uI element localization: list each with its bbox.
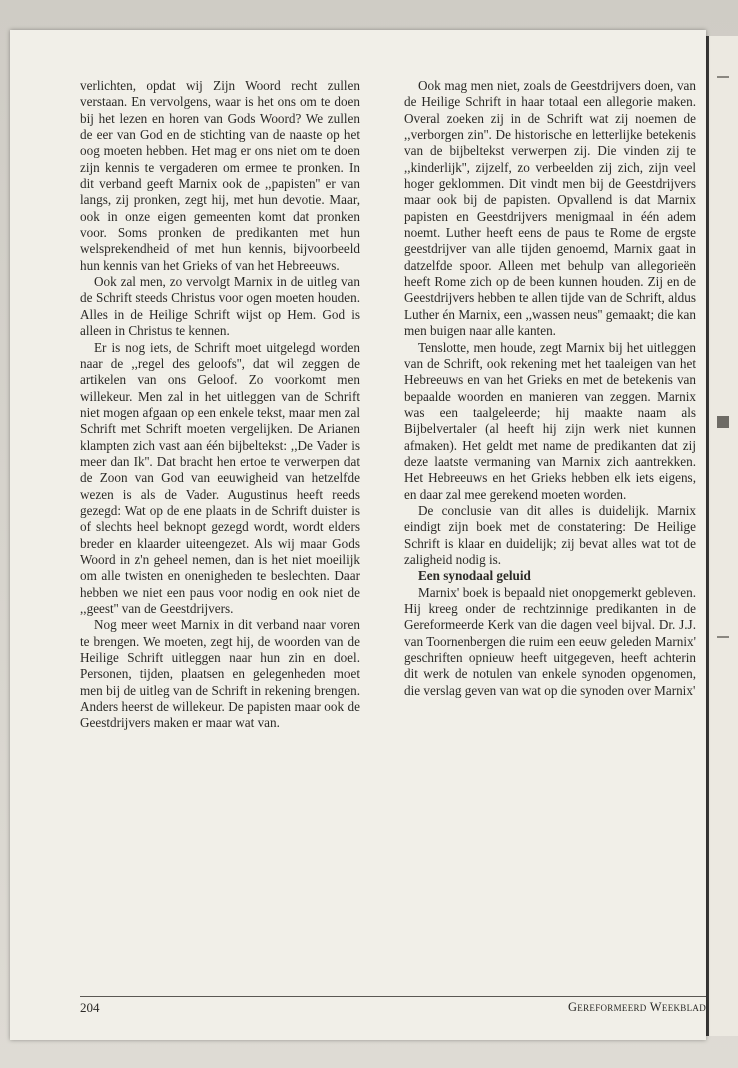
edge-mark	[717, 76, 729, 78]
footer-rule	[80, 996, 706, 997]
paragraph: Tenslotte, men houde, zegt Marnix bij het uitleggen van de Schrift, ook rekening met het taaleigen van het Hebreeuws en van het Grieks en met de betekenis van bepaalde woorden en manieren van zeggen. Marnix was een taalgeleerde; hij maakte naam als Bijbelvertaler (al heeft hij zijn werk niet kunnen afmaken). Het geldt met name de predikanten dat zij deze laatste vermaning van Marnix zich aantrekken. Het Hebreeuws en het Grieks hebben elk iets eigens, en daar zal mee gerekend moeten worden.	[404, 339, 696, 502]
left-column	[80, 78, 360, 732]
paragraph: Marnix' boek is bepaald niet onopgemerkt gebleven. Hij kreeg onder de rechtzinnige predikanten in de Gereformeerde Kerk van die dagen veel bijval. Dr. J.J. van Toornenbergen die ruim een eeuw geleden Marnix' geschriften opnieuw heeft uitgegeven, heeft achterin dit werk de notulen van enkele synoden opgenomen, die verslag geven van wat op die synoden over Marnix'	[404, 584, 696, 698]
next-page-edge	[706, 36, 738, 1036]
paragraph: De conclusie van dit alles is duidelijk. Marnix eindigt zijn boek met de constatering: De Heilige Schrift is klaar en duidelijk; zij bevat alles wat tot de zaligheid nodig is.	[404, 502, 696, 567]
section-heading: Een synodaal geluid	[418, 568, 531, 584]
page-number: 204	[80, 1000, 100, 1015]
paragraph: Ook zal men, zo vervolgt Marnix in de uitleg van de Schrift steeds Christus voor ogen moeten houden. Alles in de Heilige Schrift wijst op Hem. God is alleen in Christus te kennen.	[80, 274, 360, 339]
paragraph: Er is nog iets, de Schrift moet uitgelegd worden naar de ,,regel des geloofs'', dat wil zeggen de artikelen van ons Geloof. Zo voorkomt men willekeur. Men zal in het uitleggen van de Schrift niet mogen afgaan op een enkele tekst, maar men zal Schrift met Schrift moeten vergelijken. De Arianen klampten zich vast aan één bijbeltekst: ,,De Vader is meer dan Ik''. Dat bracht hen ertoe te verwerpen dat de Zoon van God van eeuwigheid van hetzelfde wezen is als de Vader. Augustinus heeft reeds gezegd: Wat op de ene plaats in de Schrift duister is of slechts heel beknopt gezegd wordt, wordt elders breder en klaarder uiteengezet. Als wij maar Gods Woord in z'n geheel nemen, dan is het niet moeilijk om alle twisten en onenigheden te beslechten. Daar hebben we niet een paus voor nodig en ook niet de ,,geest'' van de Geestdrijvers.	[80, 339, 360, 616]
edge-mark	[717, 636, 729, 638]
edge-mark	[717, 416, 729, 428]
paragraph: Nog meer weet Marnix in dit verband naar voren te brengen. We moeten, zegt hij, de woorden van de Heilige Schrift uitleggen naar hun zin en doel. Personen, tijden, plaatsen en gelegenheden moet men bij de uitleg van de Schrift in rekening brengen. Anders heerst de willekeur. De papisten maar ook de Geestdrijvers maken er maar wat van.	[80, 617, 360, 731]
journal-page	[10, 30, 706, 1040]
paragraph: Ook mag men niet, zoals de Geestdrijvers doen, van de Heilige Schrift in haar totaal een allegorie maken. Overal zoeken zij in de Schrift wat zij noemen de ,,verborgen zin''. De historische en letterlijke betekenis van de bijbeltekst verwerpen zij. Die vinden zij te ,,kinderlijk'', zijzelf, zo verbeelden zij zich, zijn veel hoger geklommen. Dit vindt men bij de Geestdrijvers maar ook bij de papisten. Opvallend is dat Marnix papisten en Geestdrijvers menigmaal in één adem noemt. Luther heeft eens de paus te Rome de ergste geestdrijver van alle tijden genoemd, Marnix gaat in datzelfde spoor. Alleen met behulp van allegorieën heeft Rome zich op de been kunnen houden. Zij en de Geestdrijvers hebben te allen tijde van de Schrift, aldus Luther én Marnix, een ,,wassen neus'' gemaakt; die kan men buigen naar alle kanten.	[404, 78, 696, 339]
publication-name: Gereformeerd Weekblad	[567, 1000, 706, 1014]
right-column	[404, 78, 696, 699]
paragraph: verlichten, opdat wij Zijn Woord recht zullen verstaan. En vervolgens, waar is het ons om te doen bij het lezen en horen van Gods Woord? We zullen de eer van God en de stichting van de naaste op het oog moeten hebben. Het mag er ons niet om te doen zijn kennis te vergaderen om ermee te pronken. In dit verband geeft Marnix ook de ,,papisten'' er van langs, zij pronken, zegt hij, met hun devotie. Maar, ook in onze eigen gemeenten komt dat pronken voor. Soms pronken de predikanten met hun welsprekendheid of met hun kennis, bijvoorbeeld hun kennis van het Grieks of van het Hebreeuws.	[80, 78, 360, 273]
